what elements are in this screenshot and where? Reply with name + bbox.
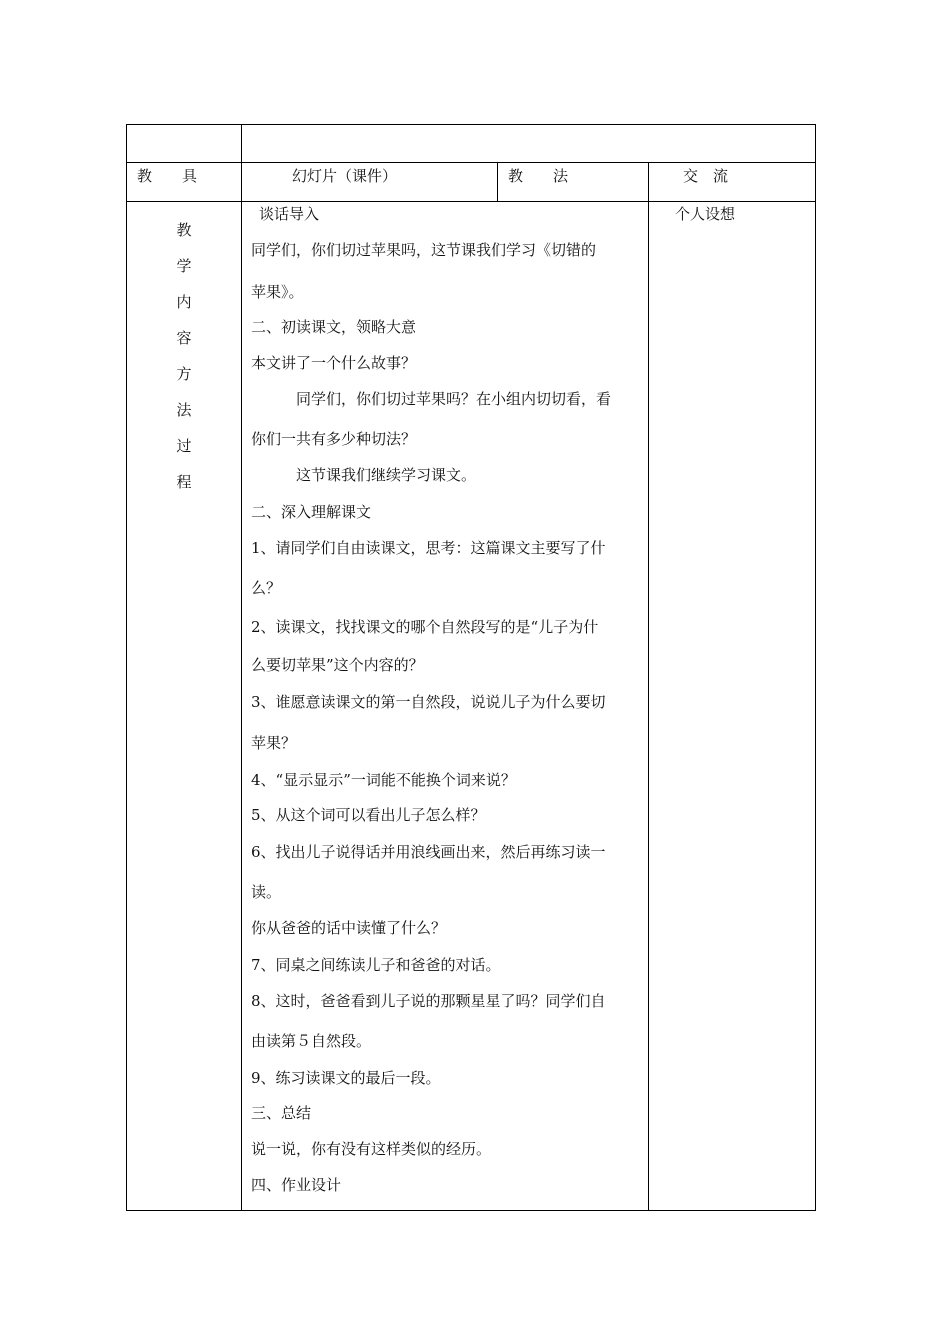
tools-label: 教 具 xyxy=(137,167,198,185)
content-line: 你从爸爸的话中读懂了什么？ xyxy=(251,919,447,937)
content-line: 7、同桌之间练读儿子和爸爸的对话。 xyxy=(251,956,501,974)
label-char: 内 xyxy=(176,293,192,311)
content-line: 读。 xyxy=(251,883,282,901)
content-line: 由读第５自然段。 xyxy=(251,1032,372,1050)
content-line: 二、初读课文，领略大意 xyxy=(251,318,417,336)
table-border-col2 xyxy=(497,162,498,201)
table-border-row2 xyxy=(126,201,816,202)
label-char: 容 xyxy=(176,329,192,347)
table-border-col1 xyxy=(241,124,242,1211)
content-line: 本文讲了一个什么故事？ xyxy=(251,354,417,372)
content-line: 3、谁愿意读课文的第一自然段，说说儿子为什么要切 xyxy=(251,693,606,711)
label-char: 过 xyxy=(176,437,192,455)
personal-ideas-title: 个人设想 xyxy=(675,205,736,223)
table-border-left xyxy=(126,124,127,1211)
content-line: 苹果》。 xyxy=(251,283,304,301)
content-line: 9、练习读课文的最后一段。 xyxy=(251,1069,441,1087)
content-line: 你们一共有多少种切法？ xyxy=(251,430,417,448)
content-line: 4、“显示显示”一词能不能换个词来说？ xyxy=(251,771,516,789)
content-line: 同学们，你们切过苹果吗？在小组内切切看，看 xyxy=(296,390,612,408)
label-char: 法 xyxy=(176,401,192,419)
content-line: 8、这时，爸爸看到儿子说的那颗星星了吗？同学们自 xyxy=(251,992,606,1010)
content-line: 同学们，你们切过苹果吗，这节课我们学习《切错的 xyxy=(251,241,597,259)
table-border-top xyxy=(126,124,816,125)
table-border-col3 xyxy=(648,162,649,1211)
content-line: 1、请同学们自由读课文，思考：这篇课文主要写了什 xyxy=(251,539,606,557)
content-line: 么要切苹果”这个内容的？ xyxy=(251,656,424,674)
table-border-row1 xyxy=(126,162,816,163)
method-label: 教 法 xyxy=(508,167,569,185)
content-line: 6、找出儿子说得话并用浪线画出来，然后再练习读一 xyxy=(251,843,606,861)
content-line: 2、读课文，找找课文的哪个自然段写的是“儿子为什 xyxy=(251,618,599,636)
content-line: 四、作业设计 xyxy=(251,1176,342,1194)
method-value: 交 流 xyxy=(683,167,729,185)
tools-value: 幻灯片（课件） xyxy=(292,167,398,185)
label-char: 方 xyxy=(176,365,192,383)
content-line: 二、深入理解课文 xyxy=(251,503,372,521)
content-line: 谈话导入 xyxy=(259,205,320,223)
content-line: 5、从这个词可以看出儿子怎么样？ xyxy=(251,806,486,824)
table-border-right xyxy=(815,124,816,1211)
content-line: 这节课我们继续学习课文。 xyxy=(296,466,477,484)
content-line: 三、总结 xyxy=(251,1104,312,1122)
content-line: 说一说，你有没有这样类似的经历。 xyxy=(251,1140,492,1158)
content-line: 苹果？ xyxy=(251,734,297,752)
label-char: 学 xyxy=(176,257,192,275)
label-char: 程 xyxy=(176,473,192,491)
label-char: 教 xyxy=(176,221,192,239)
content-line: 么？ xyxy=(251,579,282,597)
table-border-bottom xyxy=(126,1210,816,1211)
